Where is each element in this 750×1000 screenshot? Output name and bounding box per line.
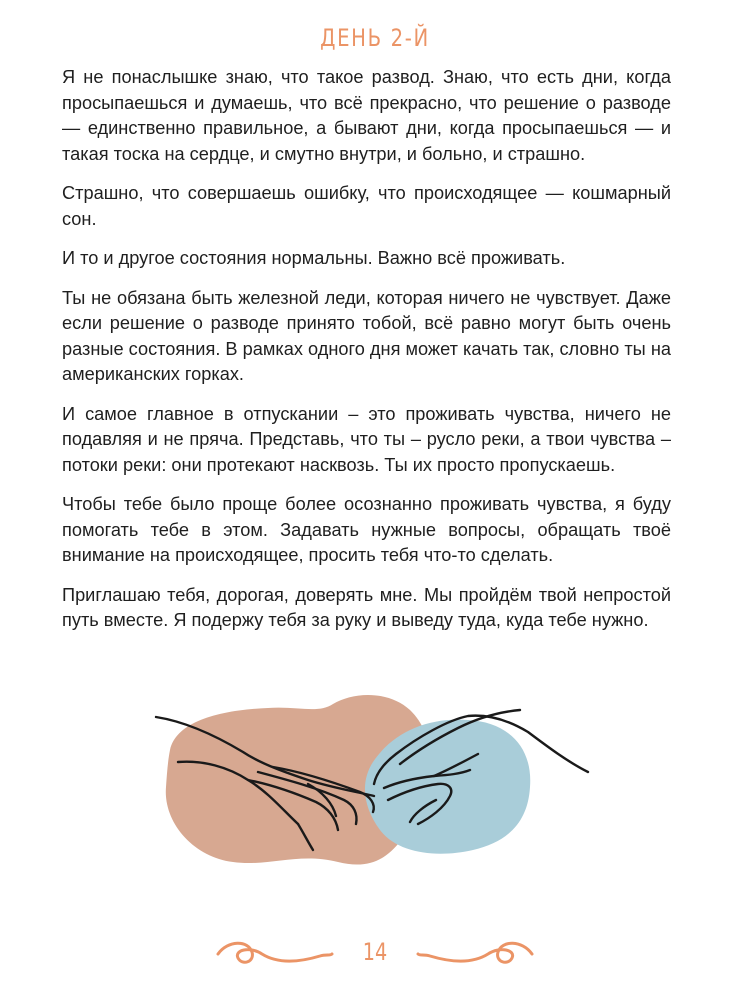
paragraph: Я не понаслышке знаю, что такое развод. Знаю, что есть дни, когда просыпаешься и думаешь, что всё прекрасно, что решение о разводе — единственно правильное, а бывают дни, когда просыпаешься — и такая тоска на сердце, и смутно внутри, и больно, и страшно.	[62, 67, 671, 164]
paragraph: Страшно, что совершаешь ошибку, что происходящее — кошмарный сон.	[62, 183, 671, 229]
chapter-title: ДЕНЬ 2-Й	[320, 24, 430, 52]
holding-hands-icon	[148, 692, 598, 892]
paragraph: И самое главное в отпускании – это проживать чувства, ничего не подавляя и не пряча. Представь, что ты – русло реки, а твои чувства – потоки реки: они протекают насквозь. Ты их просто пропускаешь.	[62, 403, 671, 475]
paragraph: Ты не обязана быть железной леди, которая ничего не чувствует. Даже если решение о разводе принято тобой, всё равно могут быть очень разные состояния. В рамках одного дня может качать так, словно ты на американских горках.	[62, 287, 671, 384]
body-text	[62, 65, 671, 648]
paragraph: Приглашаю тебя, дорогая, доверять мне. Мы пройдём твой непростой путь вместе. Я подержу тебя за руку и выведу туда, куда тебе нужно.	[62, 584, 671, 630]
paragraph: Чтобы тебе было проще более осознанно проживать чувства, я буду помогать тебе в этом. Задавать нужные вопросы, обращать твоё внимание на происходящее, просить тебя что-то сделать.	[62, 494, 671, 565]
page-number: 14	[362, 938, 388, 966]
paragraph: И то и другое состояния нормальны. Важно всё проживать.	[62, 248, 566, 268]
